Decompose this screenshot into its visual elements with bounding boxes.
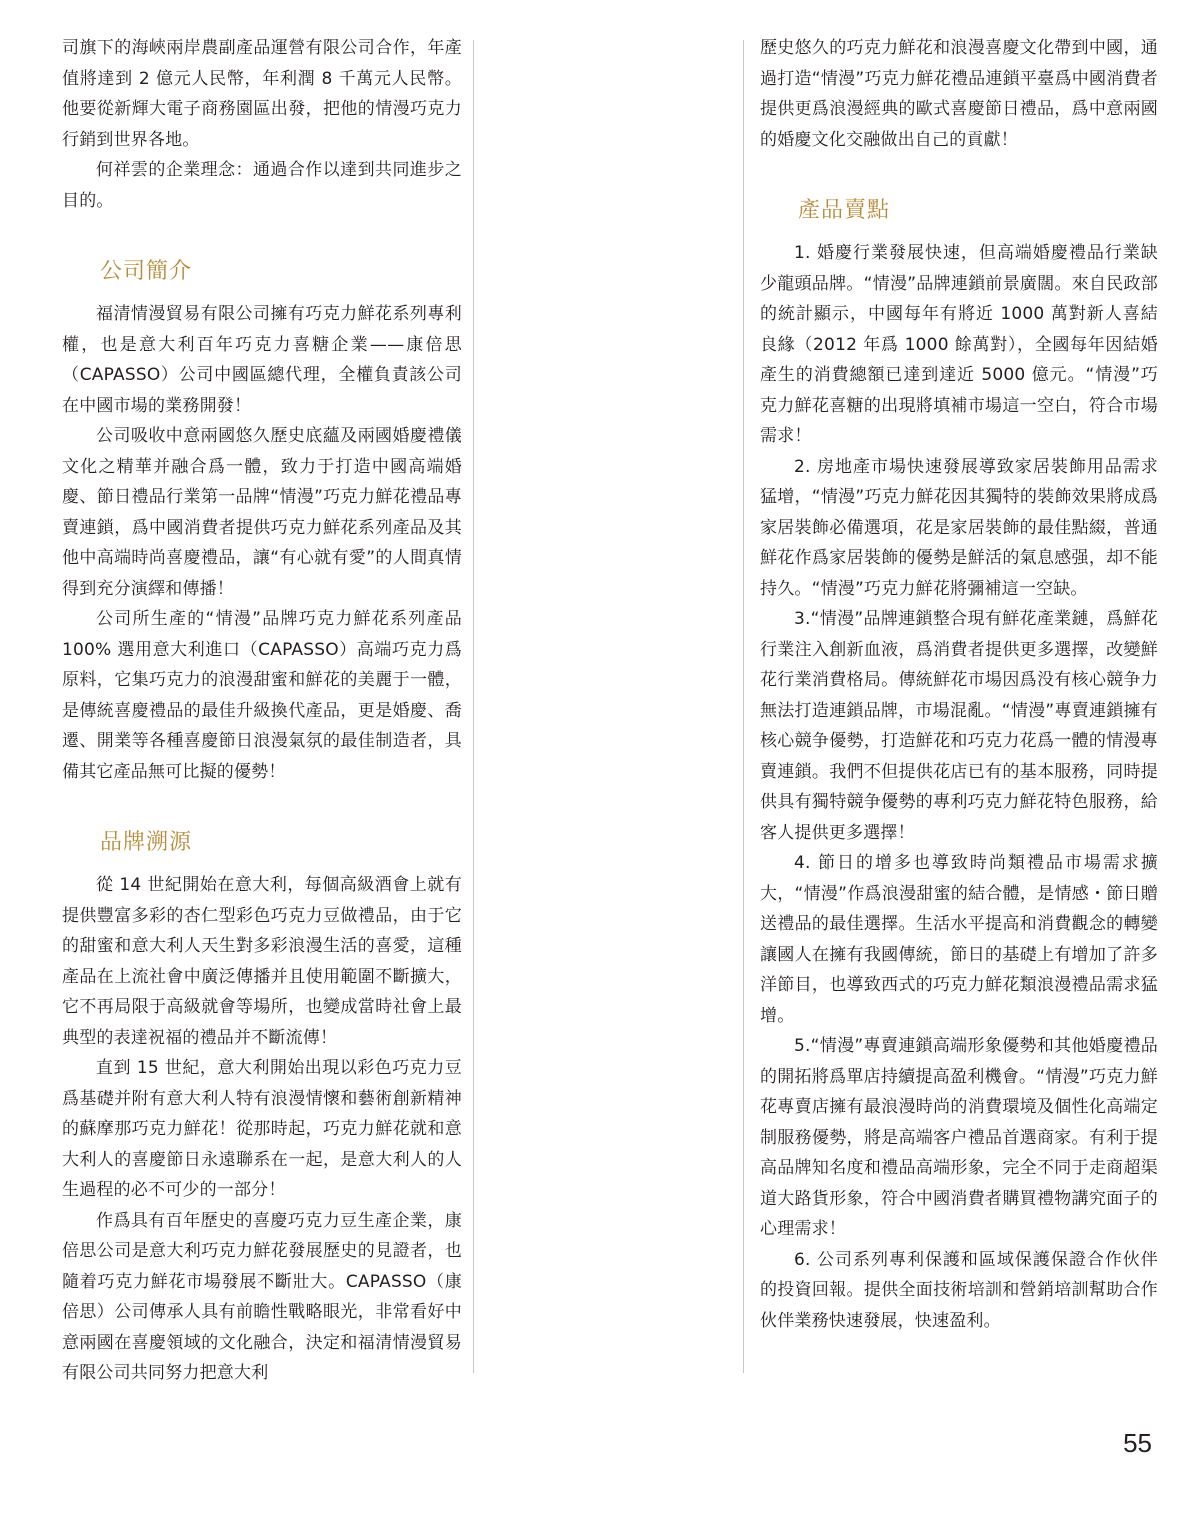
selling-point-4: 4. 節日的增多也導致時尚類禮品市場需求擴大，“情漫”作爲浪漫甜蜜的結合體，是情感・節日贈送禮品的最佳選擇。生活水平提高和消費觀念的轉變讓國人在擁有我國傳統，節日的基礎上有增加了許多洋節目，也導致西式的巧克力鮮花類浪漫禮品需求猛增。 xyxy=(760,853,1158,1026)
page-number: 55 xyxy=(1123,1428,1152,1458)
section-heading-company-profile: 公司簡介 xyxy=(100,259,193,284)
column-divider xyxy=(473,40,474,1373)
section-heading-selling-points: 產品賣點 xyxy=(798,198,891,223)
paragraph: 歷史悠久的巧克力鮮花和浪漫喜慶文化帶到中國，通過打造“情漫”巧克力鮮花禮品連鎖平臺爲中國消費者提供更爲浪漫經典的歐式喜慶節日禮品，爲中意兩國的婚慶文化交融做出自己的貢獻！ xyxy=(760,38,1158,150)
paragraph: 何祥雲的企業理念：通過合作以達到共同進步之目的。 xyxy=(62,160,462,211)
selling-point-6: 6. 公司系列專利保護和區域保護保證合作伙伴的投資回報。提供全面技術培訓和營銷培訓幫助合作伙伴業務快速發展，快速盈利。 xyxy=(760,1249,1158,1331)
paragraph: 從 14 世紀開始在意大利，每個高級酒會上就有提供豐富多彩的杏仁型彩色巧克力豆做禮品，由于它的甜蜜和意大利人天生對多彩浪漫生活的喜愛，這種產品在上流社會中廣泛傳播并且使用範圍不斷擴大，它不再局限于高級就會等場所，也變成當時社會上最典型的表達祝福的禮品并不斷流傳！ xyxy=(62,875,462,1048)
selling-point-5: 5.“情漫”專賣連鎖高端形象優勢和其他婚慶禮品的開拓將爲單店持續提高盈利機會。“情漫”巧克力鮮花專賣店擁有最浪漫時尚的消費環境及個性化高端定制服務優勢，將是高端客户禮品首選商家。有利于提高品牌知名度和禮品高端形象，完全不同于走商超渠道大路貨形象，符合中國消費者購買禮物講究面子的心理需求！ xyxy=(760,1036,1158,1239)
selling-point-3: 3.“情漫”品牌連鎖整合現有鮮花產業鏈，爲鮮花行業注入創新血液，爲消費者提供更多選擇，改變鮮花行業消費格局。傳統鮮花市場因爲没有核心競争力無法打造連鎖品牌，市場混亂。“情漫”專賣連鎖擁有核心競争優勢，打造鮮花和巧克力花爲一體的情漫專賣連鎖。我們不但提供花店已有的基本服務，同時提供具有獨特競争優勢的專利巧克力鮮花特色服務，給客人提供更多選擇！ xyxy=(760,609,1158,843)
paragraph: 福清情漫貿易有限公司擁有巧克力鮮花系列專利權，也是意大利百年巧克力喜糖企業——康倍思（CAPASSO）公司中國區總代理，全權負責該公司在中國市場的業務開發！ xyxy=(62,304,462,416)
paragraph: 公司吸收中意兩國悠久歷史底蘊及兩國婚慶禮儀文化之精華并融合爲一體，致力于打造中國高端婚慶、節日禮品行業第一品牌“情漫”巧克力鮮花禮品專賣連鎖，爲中國消費者提供巧克力鮮花系列產品及其他中高端時尚喜慶禮品，讓“有心就有愛”的人間真情得到充分演繹和傳播！ xyxy=(62,426,462,599)
paragraph: 司旗下的海峽兩岸農副產品運營有限公司合作，年產值將達到 2 億元人民幣，年利潤 8 千萬元人民幣。他要從新輝大電子商務園區出發，把他的情漫巧克力行銷到世界各地。 xyxy=(62,38,462,150)
selling-point-1: 1. 婚慶行業發展快速，但高端婚慶禮品行業缺少龍頭品牌。“情漫”品牌連鎖前景廣闊。來自民政部的統計顯示，中國每年有將近 1000 萬對新人喜結良緣（2012 年爲 1000 餘萬對），全國每年因結婚產生的消費總額已達到達近 5000 億元。“情漫”巧克力鮮花喜糖的出現將填補市場這一空白，符合市場需求！ xyxy=(760,243,1158,446)
selling-point-2: 2. 房地產市場快速發展導致家居裝飾用品需求猛增，“情漫”巧克力鮮花因其獨特的裝飾效果將成爲家居裝飾必備選項，花是家居裝飾的最佳點綴，普通鮮花作爲家居裝飾的優勢是鮮活的氣息感强，却不能持久。“情漫”巧克力鮮花將彌補這一空缺。 xyxy=(760,456,1158,599)
left-column xyxy=(62,33,462,1389)
paragraph: 公司所生產的“情漫”品牌巧克力鮮花系列產品 100% 選用意大利進口（CAPASSO）高端巧克力爲原料，它集巧克力的浪漫甜蜜和鮮花的美麗于一體，是傳統喜慶禮品的最佳升級換代產品，更是婚慶、喬遷、開業等各種喜慶節日浪漫氣氛的最佳制造者，具備其它產品無可比擬的優勢！ xyxy=(62,609,462,782)
paragraph: 直到 15 世紀，意大利開始出現以彩色巧克力豆爲基礎并附有意大利人特有浪漫情懷和藝術創新精神的蘇摩那巧克力鮮花！從那時起，巧克力鮮花就和意大利人的喜慶節日永遠聯系在一起，是意大利人的人生過程的必不可少的一部分！ xyxy=(62,1058,462,1200)
right-column xyxy=(760,33,1158,1336)
paragraph: 作爲具有百年歷史的喜慶巧克力豆生產企業，康倍思公司是意大利巧克力鮮花發展歷史的見證者，也隨着巧克力鮮花市場發展不斷壯大。CAPASSO（康倍思）公司傳承人具有前瞻性戰略眼光，非常看好中意兩國在喜慶領域的文化融合，決定和福清情漫貿易有限公司共同努力把意大利 xyxy=(62,1210,462,1383)
column-divider xyxy=(743,40,744,1373)
section-heading-brand-origin: 品牌溯源 xyxy=(100,830,193,855)
